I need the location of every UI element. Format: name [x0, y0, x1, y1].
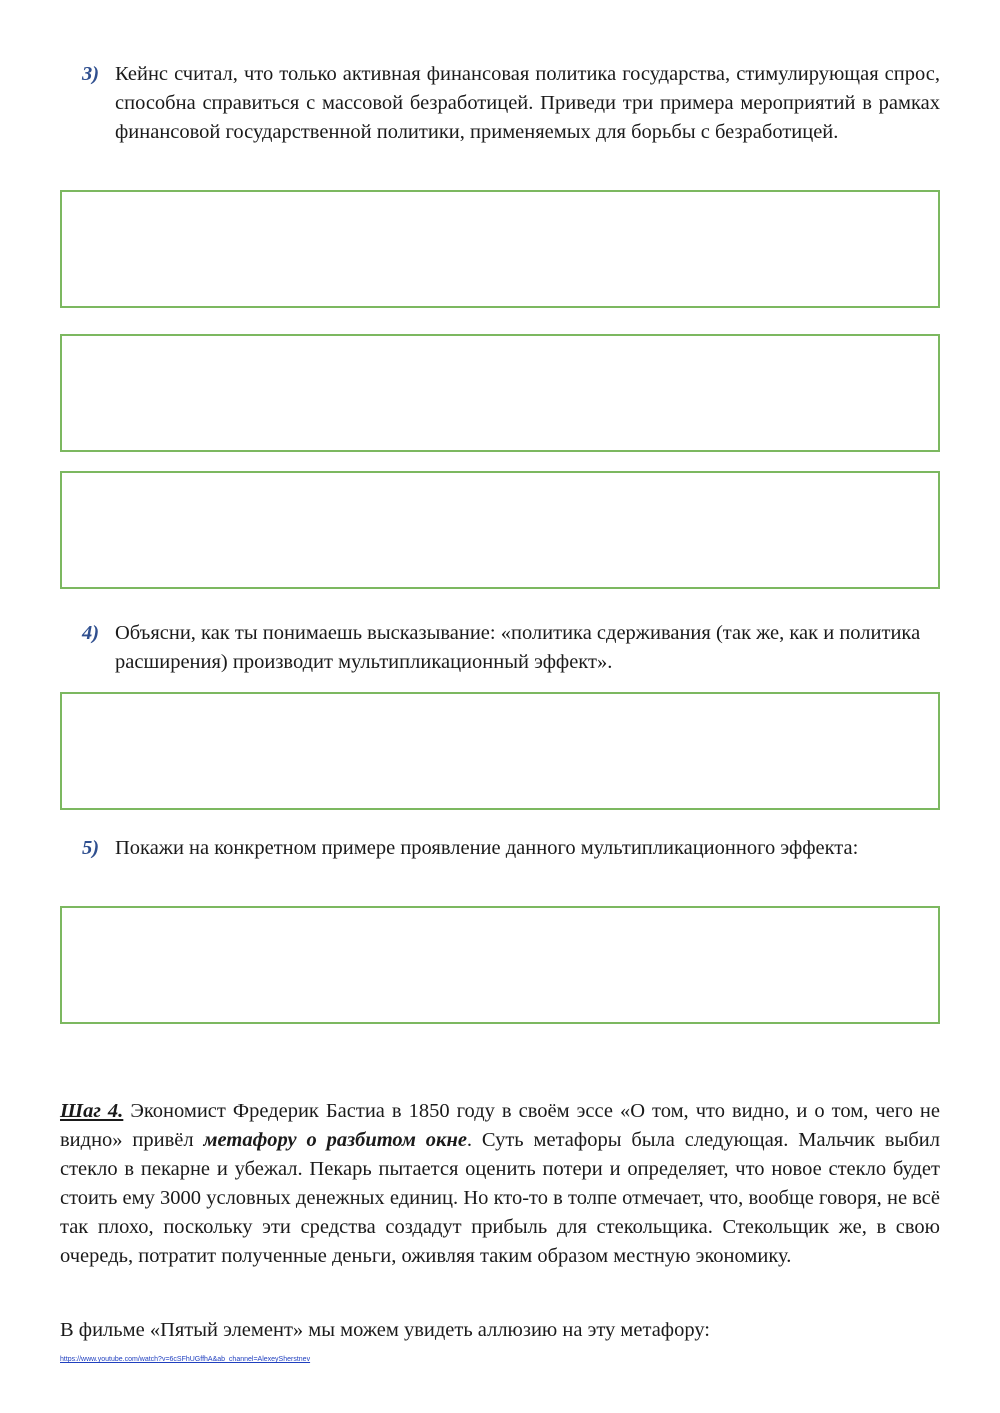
question-number: 4) [82, 622, 100, 644]
answer-box-3b[interactable] [60, 334, 940, 452]
answer-box-5[interactable] [60, 906, 940, 1024]
step-text-before: Экономист Фредерик Бастиа в 1850 году в своём эссе «О том, что видно, и о том, чего не видно» привёл [60, 1100, 940, 1151]
question-text: Объясни, как ты понимаешь высказывание: «политика сдерживания (так же, как и политика расширения) производит мультипликационный эффект». [115, 622, 921, 673]
video-link[interactable]: https://www.youtube.com/watch?v=6cSFhUGffhA&ab_channel=AlexeySherstnev [60, 1356, 311, 1363]
question-3 [82, 60, 940, 147]
step-4-paragraph [60, 1097, 940, 1271]
question-text: Покажи на конкретном примере проявление данного мультипликационного эффекта: [115, 837, 859, 859]
answer-box-3c[interactable] [60, 471, 940, 589]
answer-box-3a[interactable] [60, 190, 940, 308]
question-number: 3) [82, 63, 100, 85]
question-5 [82, 834, 940, 863]
step-label: Шаг 4. [60, 1100, 124, 1122]
metaphor-emphasis: метафору о разбитом окне [203, 1129, 467, 1151]
question-number: 5) [82, 837, 100, 859]
answer-box-4[interactable] [60, 692, 940, 810]
question-4 [82, 619, 940, 677]
step-text-after: . Суть метафоры была следующая. Мальчик выбил стекло в пекарне и убежал. Пекарь пытается оценить потери и определяет, что новое стекло будет стоить ему 3000 условных денежных единиц. Но кто-то в толпе отмечает, что, вообще говоря, не всё так плохо, поскольку эти средства создадут прибыль для стекольщика. Стекольщик же, в свою очередь, потратит полученные деньги, оживляя таким образом местную экономику. [60, 1129, 940, 1267]
question-text: Кейнс считал, что только активная финансовая политика государства, стимулирующая спрос, способна справиться с массовой безработицей. Приведи три примера мероприятий в рамках финансовой государственной политики, применяемых для борьбы с безработицей. [115, 63, 940, 143]
film-paragraph: В фильме «Пятый элемент» мы можем увидеть аллюзию на эту метафору: [60, 1319, 710, 1341]
